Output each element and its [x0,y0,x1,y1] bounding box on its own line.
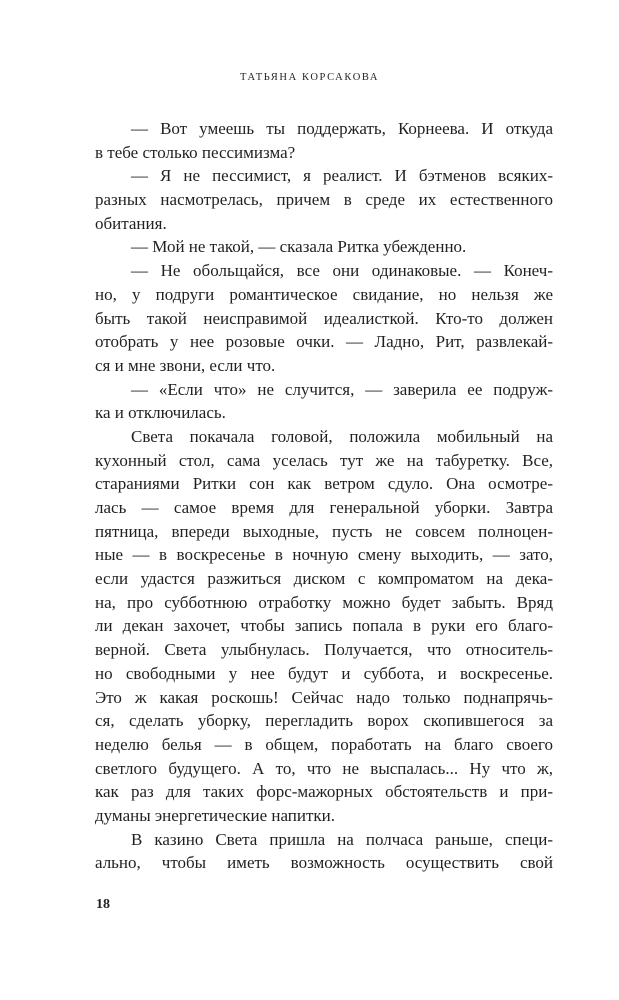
paragraph [95,117,553,164]
text-line: — Мой не такой, — сказала Ритка убежденно. [131,237,467,257]
paragraph [95,425,553,828]
text-line: ся и мне звони, если что. [95,355,276,375]
text-line: быть такой неисправимой идеалисткой. Кто-то должен [95,308,553,328]
text-line: Это ж какая роскошь! Сейчас надо только поднапрячь- [95,687,553,707]
text-line: — Вот умеешь ты поддержать, Корнеева. И откуда [131,119,553,138]
text-line: ально, чтобы иметь возможность осуществить свой [95,853,553,873]
paragraph [95,828,553,875]
text-line: Света покачала головой, положила мобильный на [131,426,553,446]
text-line: — Я не пессимист, я реалист. И бэтменов всяких- [131,166,553,186]
text-line: ся, сделать уборку, перегладить ворох скопившегося за [95,711,553,731]
text-line: неделю белья — в общем, поработать на благо своего [95,734,553,754]
text-line: думаны энергетические напитки. [95,805,336,825]
text-line: верной. Света улыбнулась. Получается, что относитель- [95,640,553,660]
text-line: если удастся разжиться диском с компроматом на дека- [95,569,553,589]
text-line: но, у подруги романтическое свидание, но нельзя же [95,284,553,304]
paragraph [95,259,553,377]
page-number: 18 [96,897,110,912]
text-line: на, про субботнюю отработку можно будет забыть. Вряд [95,592,553,612]
text-line: отобрать у нее розовые очки. — Ладно, Рит, развлекай- [95,332,553,352]
text-line: пятница, впереди выходные, пусть не совсем полноцен- [95,521,553,541]
paragraph [95,164,553,235]
paragraph [95,378,553,425]
running-title: ТАТЬЯНА КОРСАКОВА [239,72,380,83]
text-line: ли декан захочет, чтобы запись попала в руки его благо- [95,616,553,636]
text-line: светлого будущего. А то, что не выспалась... Ну что ж, [95,758,553,778]
text-line: ные — в воскресенье в ночную смену выходить, — зато, [95,545,553,565]
text-line: как раз для таких форс-мажорных обстоятельств и при- [95,782,553,802]
text-line: обитания. [95,213,167,233]
paragraph [95,235,553,259]
text-line: В казино Света пришла на полчаса раньше, специ- [131,829,553,849]
text-line: кухонный стол, сама уселась тут же на табуретку. Все, [95,450,553,470]
text-line: ка и отключилась. [95,403,226,423]
text-line: — Не обольщайся, все они одинаковые. — Конеч- [131,261,553,281]
text-line: разных насмотрелась, причем в среде их естественного [95,190,553,210]
text-line: лась — самое время для генеральной уборки. Завтра [95,498,553,517]
body-text [95,117,553,875]
text-line: — «Если что» не случится, — заверила ее подруж- [131,379,553,399]
text-line: но свободными у нее будут и суббота, и воскресенье. [95,663,553,683]
text-line: в тебе столько пессимизма? [95,142,296,162]
text-line: стараниями Ритки сон как ветром сдуло. Она осмотре- [95,474,553,494]
